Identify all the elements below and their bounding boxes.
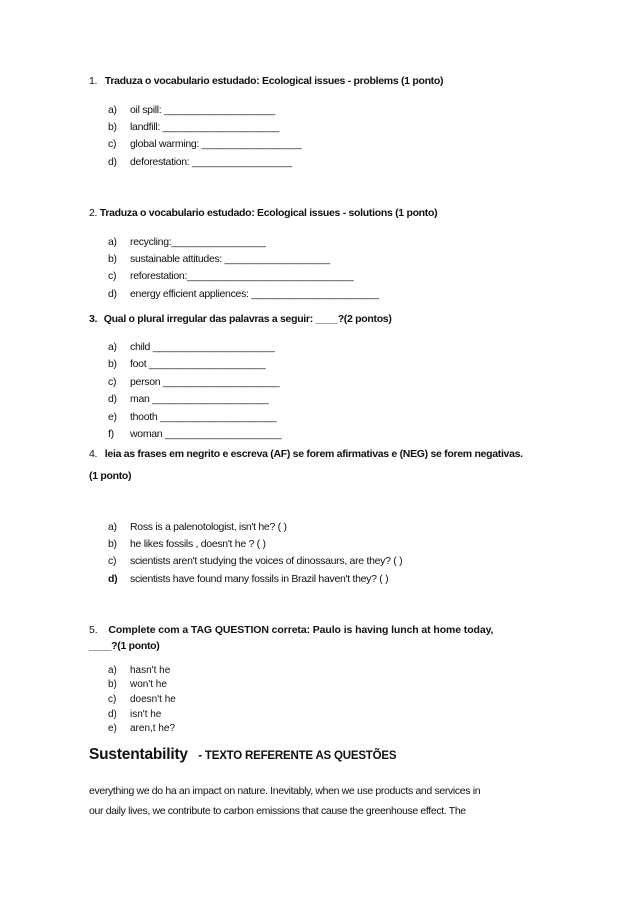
list-item: b) he likes fossils , doesn't he ? ( ) <box>108 537 266 550</box>
list-item: d) man _____________________ <box>108 393 269 406</box>
question-5-points: ____?(1 ponto) <box>89 640 160 652</box>
list-item: a) hasn't he <box>108 664 171 676</box>
section-subtitle: - TEXTO REFERENTE AS QUESTÕES <box>198 750 397 762</box>
question-2-list <box>108 233 379 302</box>
list-item: a) oil spill: ____________________ <box>108 103 275 116</box>
list-item: a) child ______________________ <box>108 340 275 353</box>
question-5-list <box>108 663 176 736</box>
list-item: c) global warming: __________________ <box>108 138 302 151</box>
list-item: a) Ross is a palenotologist, isn't he? ( ) <box>108 520 287 533</box>
paragraph-line: our daily lives, we contribute to carbon emissions that cause the greenhouse effect. The <box>89 805 466 817</box>
question-2-number: 2. <box>89 207 98 219</box>
list-item: d) energy efficient appliences: _______________________ <box>108 287 379 300</box>
list-item: c) reforestation:______________________________ <box>108 270 354 283</box>
question-1-number: 1. <box>89 75 98 87</box>
list-item: c) person _____________________ <box>108 375 280 388</box>
list-item: d) deforestation: __________________ <box>108 155 292 168</box>
question-4-heading <box>89 448 523 460</box>
question-1-heading <box>89 75 443 87</box>
list-item: e) thooth _____________________ <box>108 410 277 423</box>
section-title: Sustentability <box>89 746 188 763</box>
section-heading <box>89 746 396 764</box>
list-item: f) woman _____________________ <box>108 428 282 441</box>
question-5-number: 5. <box>89 624 98 636</box>
list-item: e) aren,t he? <box>108 723 176 735</box>
list-item: d) isn't he <box>108 708 162 720</box>
question-3-heading <box>89 313 392 325</box>
paragraph-line: everything we do ha an impact on nature. Inevitably, when we use products and services in <box>89 785 481 797</box>
question-5-heading <box>89 624 493 636</box>
list-item: b) landfill: _____________________ <box>108 120 279 133</box>
list-item: b) foot _____________________ <box>108 358 266 371</box>
question-5-line-1: Complete com a TAG QUESTION correta: Paulo is having lunch at home today, <box>108 624 494 636</box>
list-item: a) recycling:_________________ <box>108 235 266 248</box>
question-1-list <box>108 101 301 170</box>
question-4-line-1: leia as frases em negrito e escreva (AF) se forem afirmativas e (NEG) se forem negativas. <box>104 448 523 460</box>
question-4-number: 4. <box>89 448 98 460</box>
list-item: b) won't he <box>108 679 167 691</box>
question-1-title: Traduza o vocabulario estudado: Ecological issues - problems (1 ponto) <box>104 75 444 87</box>
question-2-heading <box>89 207 437 219</box>
question-4-points: (1 ponto) <box>89 470 132 482</box>
question-3-number: 3. <box>89 313 98 325</box>
list-item: c) doesn't he <box>108 693 176 705</box>
list-item: b) sustainable attitudes: ___________________ <box>108 252 330 265</box>
question-3-title: Qual o plural irregular das palavras a seguir: ____?(2 pontos) <box>103 313 392 325</box>
list-item: c) scientists aren't studying the voices of dinossaurs, are they? ( ) <box>108 555 403 568</box>
question-2-title: Traduza o vocabulario estudado: Ecological issues - solutions (1 ponto) <box>99 207 438 219</box>
reading-paragraph <box>89 781 549 821</box>
question-3-list <box>108 338 281 443</box>
question-4-list <box>108 518 402 587</box>
list-item: d) scientists have found many fossils in Brazil haven't they? ( ) <box>108 572 389 585</box>
